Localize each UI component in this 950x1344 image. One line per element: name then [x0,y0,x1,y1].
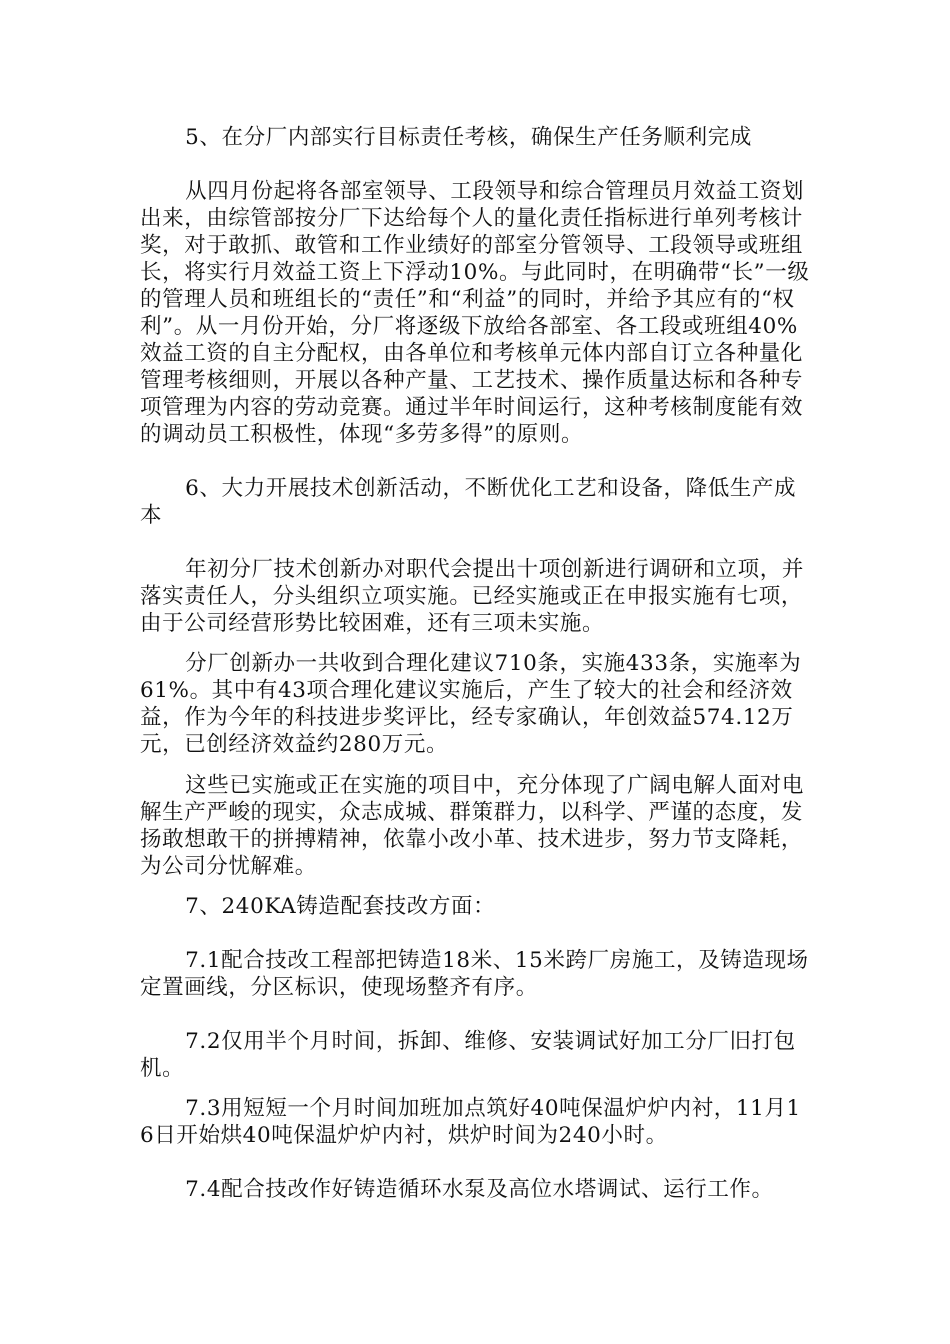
list-item: 7.1配合技改工程部把铸造18米、15米跨厂房施工，及铸造现场定置画线，分区标识，使现场整齐有序。 [140,948,809,1000]
body-paragraph: 从四月份起将各部室领导、工段领导和综合管理员月效益工资划出来，由综管部按分厂下达给每个人的量化责任指标进行单列考核计奖，对于敢抓、敢管和工作业绩好的部室分管领导、工段领导或班组长，将实行月效益工资上下浮动10%。与此同时，在明确带“长”一级的管理人员和班组长的“责任”和“利益”的同时，并给予其应有的“权利”。从一月份开始，分厂将逐级下放给各部室、各工段或班组40%效益工资的自主分配权，由各单位和考核单元体内部自订立各种量化管理考核细则，开展以各种产量、工艺技术、操作质量达标和各种专项管理为内容的劳动竞赛。通过半年时间运行，这种考核制度能有效的调动员工积极性，体现“多劳多得”的原则。 [140,179,810,447]
list-item: 7.3用短短一个月时间加班加点筑好40吨保温炉炉内衬，11月16日开始烘40吨保温炉炉内衬，烘炉时间为240小时。 [140,1096,801,1148]
list-item: 7.4配合技改作好铸造循环水泵及高位水塔调试、运行工作。 [185,1177,774,1202]
body-paragraph: 分厂创新办一共收到合理化建议710条，实施433条，实施率为61%。其中有43项合理化建议实施后，产生了较大的社会和经济效益，作为今年的科技进步奖评比，经专家确认，年创效益574.12万元，已创经济效益约280万元。 [140,651,802,757]
section-heading-5: 5、在分厂内部实行目标责任考核，确保生产任务顺利完成 [185,125,752,150]
body-paragraph: 这些已实施或正在实施的项目中，充分体现了广阔电解人面对电解生产严峻的现实，众志成城、群策群力，以科学、严谨的态度，发扬敢想敢干的拼搏精神，依靠小改小革、技术进步，努力节支降耗，为公司分忧解难。 [140,773,804,879]
section-heading-6: 6、大力开展技术创新活动，不断优化工艺和设备，降低生产成本 [140,476,797,528]
body-paragraph: 年初分厂技术创新办对职代会提出十项创新进行调研和立项，并落实责任人，分头组织立项实施。已经实施或正在申报实施有七项，由于公司经营形势比较困难，还有三项未实施。 [140,557,804,636]
list-item: 7.2仅用半个月时间，拆卸、维修、安装调试好加工分厂旧打包机。 [140,1029,796,1081]
section-heading-7: 7、240KA铸造配套技改方面： [185,894,496,919]
